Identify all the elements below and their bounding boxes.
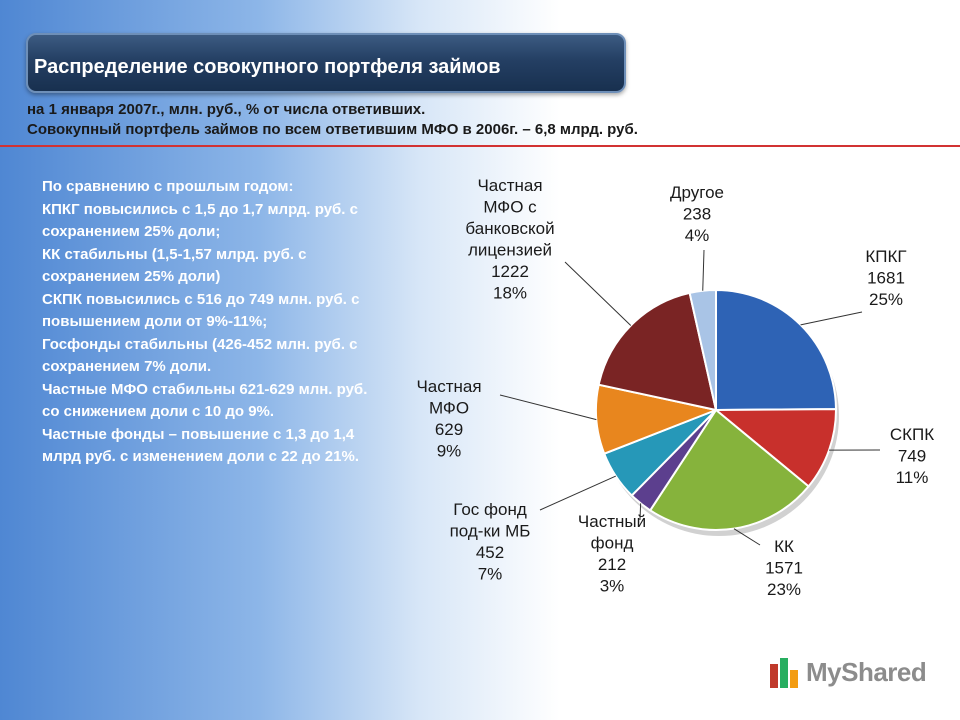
slice-value: 1571 xyxy=(765,558,803,578)
leader-line xyxy=(801,312,862,325)
slice-label xyxy=(765,537,803,599)
slice-percent: 7% xyxy=(477,564,503,584)
slice-value: 629 xyxy=(434,420,464,439)
slice-name: Гос фонд xyxy=(453,500,527,519)
slice-label xyxy=(670,183,724,245)
slice-percent: 18% xyxy=(492,283,528,303)
slice-name: лицензией xyxy=(467,240,553,260)
slice-value: 212 xyxy=(597,555,627,574)
commentary-line: Частные МФО стабильны 621-629 млн. руб. со снижением доли с 10 до 9%. xyxy=(42,380,368,420)
slice-label xyxy=(416,377,481,461)
subtitle-line-1: на 1 января 2007г., млн. руб., % от числа ответивших. xyxy=(27,101,426,118)
leader-line xyxy=(565,262,631,326)
slice-name: МФО с xyxy=(483,197,537,217)
slice-name: под-ки МБ xyxy=(449,521,531,541)
slice-percent: 9% xyxy=(436,441,462,461)
page-title: Распределение совокупного портфеля займов xyxy=(34,56,501,78)
slice-label xyxy=(865,247,906,309)
commentary-line: По сравнению с прошлым годом: xyxy=(42,178,294,195)
leader-line xyxy=(500,395,596,420)
slice-name: Частная xyxy=(416,377,482,396)
slice-label xyxy=(450,500,531,584)
pie-slice xyxy=(716,290,836,410)
slice-percent: 11% xyxy=(895,468,929,487)
slice-label xyxy=(578,512,646,596)
slice-name: КК xyxy=(774,537,794,556)
slice-name: Частная xyxy=(477,176,543,195)
slice-name: КПКГ xyxy=(865,247,907,266)
leader-line xyxy=(703,250,704,291)
slice-percent: 23% xyxy=(766,580,802,599)
slice-name: банковской xyxy=(465,219,555,238)
commentary-line: Госфонды стабильны (426-452 млн. руб. с сохранением 7% доли. xyxy=(42,335,358,375)
subtitle-line-2: Совокупный портфель займов по всем ответившим МФО в 2006г. – 6,8 млрд. руб. xyxy=(27,121,638,138)
slice-label xyxy=(465,176,554,303)
commentary-line: КПКГ повысились с 1,5 до 1,7 млрд. руб. с сохранением 25% доли; xyxy=(42,200,358,240)
slice-value: 1681 xyxy=(867,268,905,288)
slice-percent: 25% xyxy=(868,290,904,309)
slice-percent: 4% xyxy=(684,226,710,245)
leader-line xyxy=(540,476,616,510)
slice-value: 749 xyxy=(897,446,927,466)
commentary-line: СКПК повысились с 516 до 749 млн. руб. с повышением доли от 9%-11%; xyxy=(42,290,360,330)
slice-value: 452 xyxy=(475,543,505,562)
slice-percent: 3% xyxy=(599,576,625,596)
commentary-line: КК стабильны (1,5-1,57 млрд. руб. с сохранением 25% доли) xyxy=(42,245,307,285)
commentary-line: Частные фонды – повышение с 1,3 до 1,4 млрд руб. с изменением доли с 22 до 21%. xyxy=(42,425,359,465)
slice-name: МФО xyxy=(428,398,470,418)
slice-name: Частный xyxy=(577,512,647,531)
slice-value: 238 xyxy=(682,204,712,224)
logo-text: MyShared xyxy=(806,657,927,687)
slice-value: 1222 xyxy=(491,262,529,281)
slice-name: фонд xyxy=(590,533,634,553)
slice-name: СКПК xyxy=(889,425,935,444)
slice-name: Другое xyxy=(669,183,725,202)
slice-label xyxy=(890,425,934,487)
